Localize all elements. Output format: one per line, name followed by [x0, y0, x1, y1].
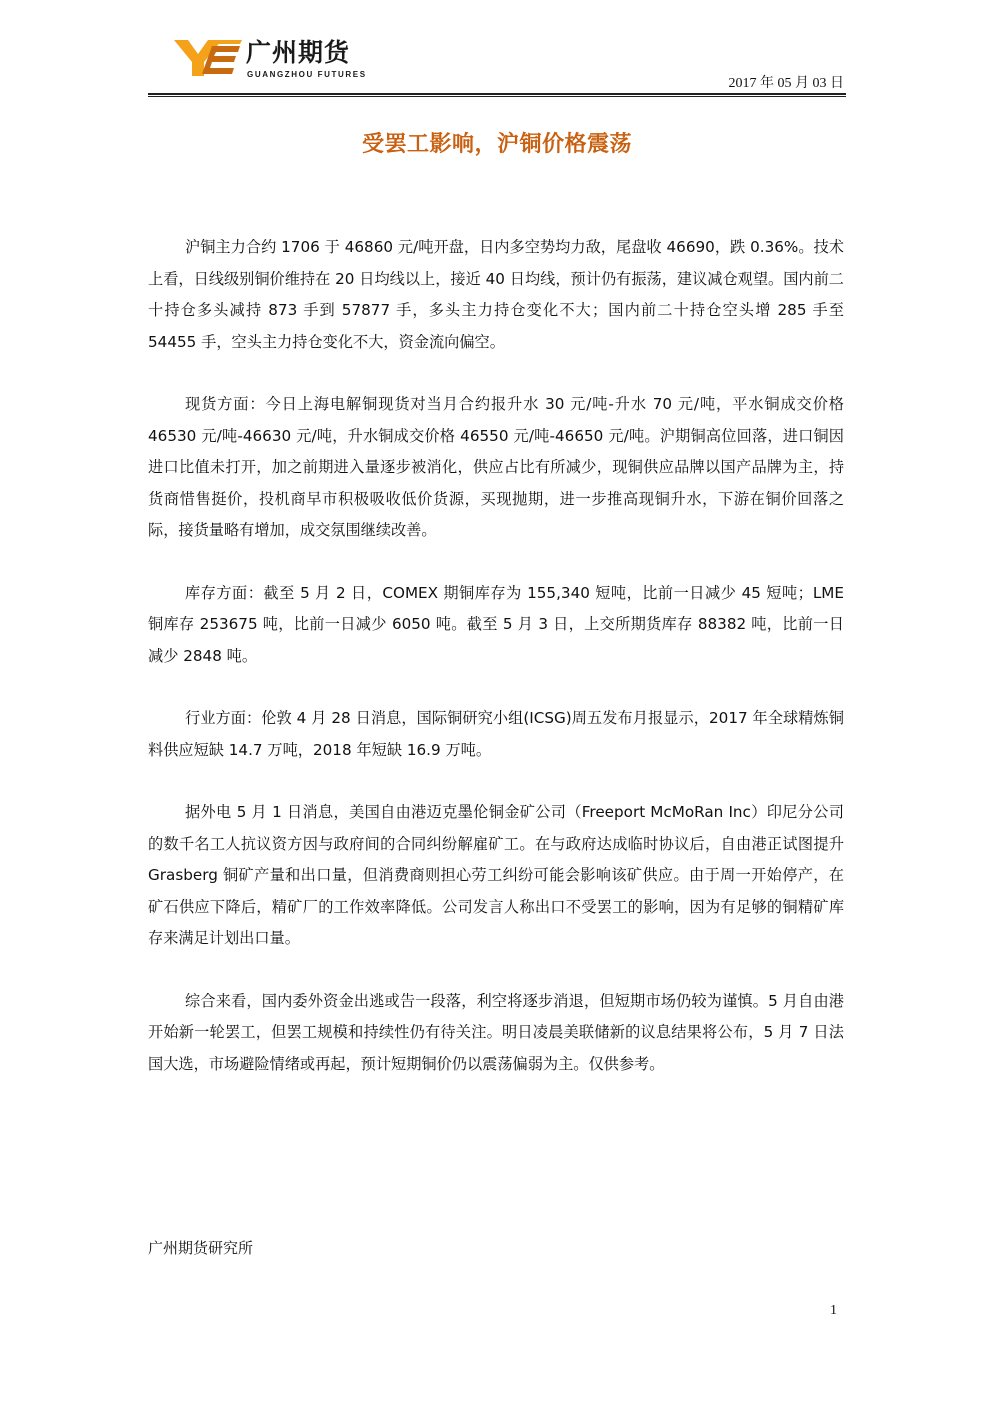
guangzhou-futures-logo-icon — [172, 38, 242, 78]
header-rule — [148, 93, 846, 95]
paragraph-inventory: 库存方面：截至 5 月 2 日，COMEX 期铜库存为 155,340 短吨，比前一日减少 45 短吨；LME 铜库存 253675 吨，比前一日减少 6050 吨。截至 5 月 3 日，上交所期货库存 88382 吨，比前一日减少 2848 吨。 — [148, 583, 844, 665]
report-body — [148, 232, 844, 1111]
paragraph-summary: 综合来看，国内委外资金出逃或告一段落，利空将逐步消退，但短期市场仍较为谨慎。5 月自由港开始新一轮罢工，但罢工规模和持续性仍有待关注。明日凌晨美联储新的议息结果将公布，5 月 7 日法国大选，市场避险情绪或再起，预计短期铜价仍以震荡偏弱为主。仅供参考。 — [148, 991, 844, 1073]
header-rule-thin — [148, 96, 846, 97]
brand-name-en: GUANGZHOU FUTURES — [247, 70, 367, 79]
page-number: 1 — [830, 1303, 837, 1318]
paragraph-market: 沪铜主力合约 1706 于 46860 元/吨开盘，日内多空势均力敌，尾盘收 46690，跌 0.36%。技术上看，日线级别铜价维持在 20 日均线以上，接近 40 日均线，预计仍有振荡，建议减仓观望。国内前二十持仓多头减持 873 手到 57877 手，多头主力持仓变化不大；国内前二十持仓空头增 285 手至 54455 手，空头主力持仓变化不大，资金流向偏空。 — [148, 238, 844, 351]
signature: 广州期货研究所 — [148, 1239, 254, 1257]
paragraph-industry: 行业方面：伦敦 4 月 28 日消息，国际铜研究小组(ICSG)周五发布月报显示，2017 年全球精炼铜料供应短缺 14.7 万吨，2018 年短缺 16.9 万吨。 — [148, 709, 844, 759]
report-title: 受罢工影响，沪铜价格震荡 — [361, 132, 632, 157]
page-header — [148, 30, 846, 94]
report-date: 2017 年 05 月 03 日 — [728, 76, 844, 91]
brand-name-cn: 广州期货 — [246, 38, 351, 67]
paragraph-news: 据外电 5 月 1 日消息，美国自由港迈克墨伦铜金矿公司（Freeport McMoRan Inc）印尼分公司的数千名工人抗议资方因与政府间的合同纠纷解雇矿工。在与政府达成临时协议后，自由港正试图提升 Grasberg 铜矿产量和出口量，但消费商则担心劳工纠纷可能会影响该矿供应。由于周一开始停产，在矿石供应下降后，精矿厂的工作效率降低。公司发言人称出口不受罢工的影响，因为有足够的铜精矿库存来满足计划出口量。 — [148, 803, 844, 947]
paragraph-spot: 现货方面：今日上海电解铜现货对当月合约报升水 30 元/吨-升水 70 元/吨，平水铜成交价格 46530 元/吨-46630 元/吨，升水铜成交价格 46550 元/吨-46650 元/吨。沪期铜高位回落，进口铜因进口比值未打开，加之前期进入量逐步被消化，供应占比有所减少，现铜供应品牌以国产品牌为主，持货商惜售挺价，投机商早市积极吸收低价货源，买现抛期，进一步推高现铜升水，下游在铜价回落之际，接货量略有增加，成交氛围继续改善。 — [148, 395, 844, 539]
